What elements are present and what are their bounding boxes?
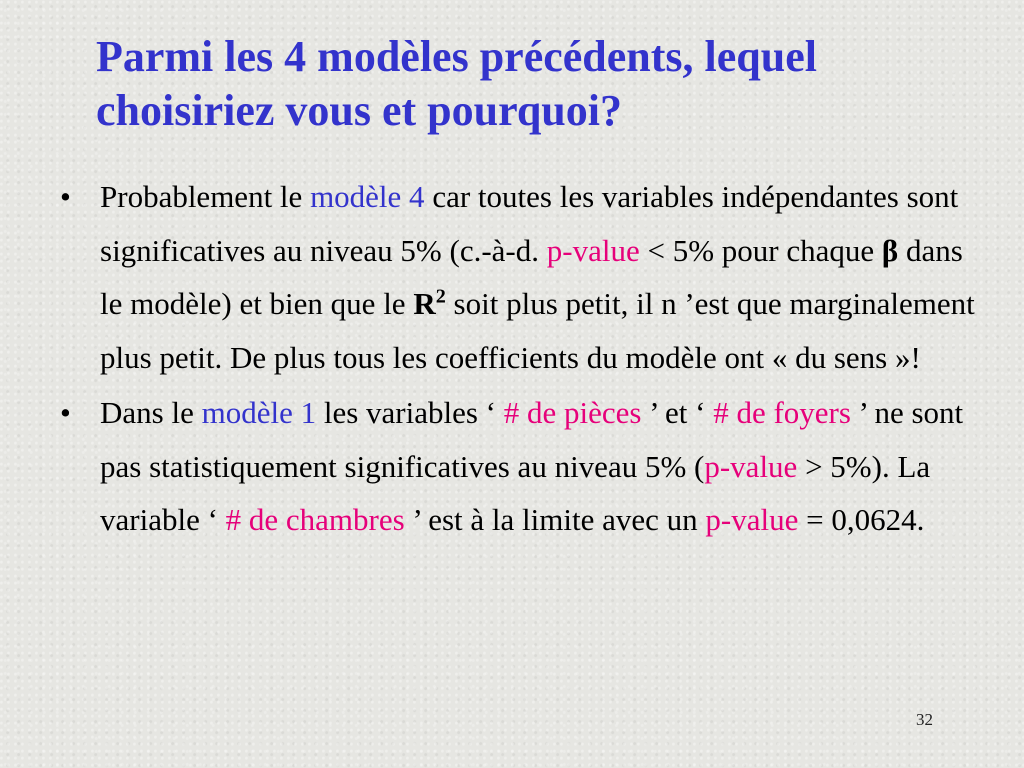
bullet-text: = 0,0624.: [798, 502, 925, 537]
bullet-text: car toutes les variables indépendantes sont significatives au niveau 5% (c.-à-d.: [100, 179, 959, 268]
bullet-list: [60, 170, 975, 549]
slide-title: Parmi les 4 modèles précédents, lequel choisiriez vous et pourquoi?: [96, 32, 817, 135]
bullet-marker: •: [60, 179, 71, 214]
bullet-text: > 5%). La variable ‘: [100, 448, 931, 537]
r-squared-exponent: 2: [435, 285, 446, 308]
r-squared-symbol: R: [413, 286, 436, 321]
variable-name: # de pièces: [503, 395, 642, 430]
p-value-term: p-value: [546, 232, 640, 268]
bullet-text: dans le modèle) et bien que le: [100, 232, 963, 321]
bullet-item-1: [60, 170, 975, 384]
bullet-text: les variables ‘: [316, 395, 504, 430]
model-reference: modèle 4: [310, 179, 425, 214]
bullet-text: ’ et ‘: [641, 395, 714, 430]
bullet-text: Probablement le: [100, 179, 311, 214]
bullet-marker: •: [60, 395, 71, 430]
p-value-term: p-value: [705, 502, 799, 537]
beta-symbol: β: [881, 232, 899, 268]
model-reference: modèle 1: [201, 395, 317, 430]
variable-name: # de foyers: [713, 395, 851, 430]
bullet-text: ’ ne sont pas statistiquement significatives au niveau 5% (: [100, 395, 964, 484]
bullet-item-2: [60, 386, 975, 547]
bullet-text: < 5% pour chaque: [639, 232, 882, 268]
page-number: 32: [916, 710, 933, 729]
variable-name: # de chambres: [225, 502, 405, 537]
bullet-text: ’ est à la limite avec un: [404, 502, 706, 537]
bullet-text: soit plus petit, il n ’est que marginalement plus petit. De plus tous les coefficients du modèle ont « du sens »!: [100, 286, 975, 375]
bullet-text: Dans le: [100, 395, 202, 430]
p-value-term: p-value: [704, 448, 798, 484]
